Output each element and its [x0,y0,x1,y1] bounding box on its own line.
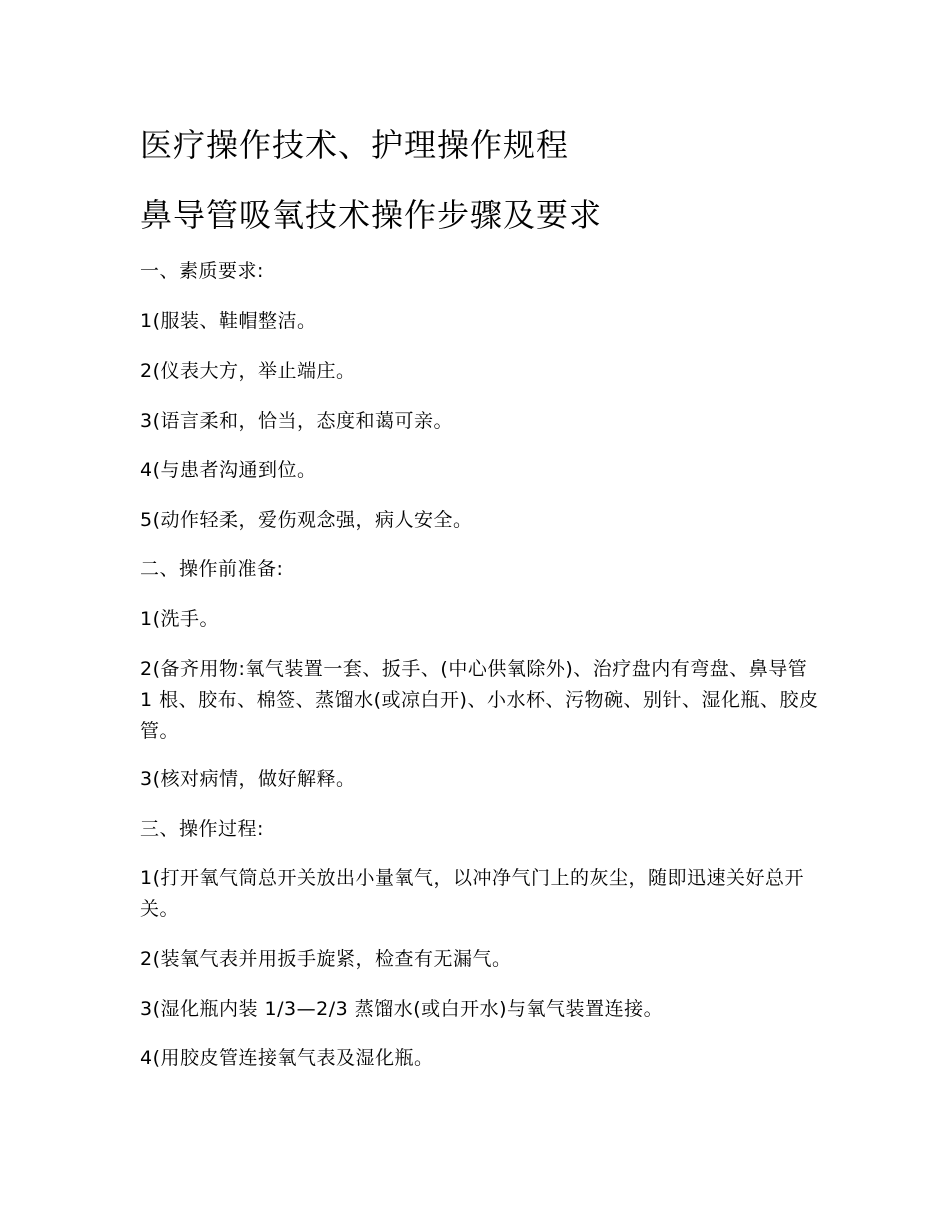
paragraph: 3(湿化瓶内装 1/3—2/3 蒸馏水(或白开水)与氧气装置连接。 [140,998,664,1020]
paragraph: 1(服装、鞋帽整洁。 [140,310,317,332]
paragraph: 2(装氧气表并用扳手旋紧，检查有无漏气。 [140,948,512,970]
paragraph: 2(仪表大方，举止端庄。 [140,360,356,382]
paragraph: 1(打开氧气筒总开关放出小量氧气，以冲净气门上的灰尘，随即迅速关好总开关。 [140,867,805,920]
paragraph: 1(洗手。 [140,608,220,630]
paragraph: 2(备齐用物:氧气装置一套、扳手、(中心供氧除外)、治疗盘内有弯盘、鼻导管 1 根、胶布、棉签、蒸馏水(或凉白开)、小水杯、污物碗、别针、湿化瓶、胶皮管。 [140,658,819,742]
paragraph: 3(核对病情，做好解释。 [140,768,356,790]
paragraph: 3(语言柔和，恰当，态度和蔼可亲。 [140,410,454,432]
section-heading-procedure: 三、操作过程: [140,818,264,840]
paragraph: 5(动作轻柔，爱伤观念强，病人安全。 [140,509,473,531]
paragraph: 4(用胶皮管连接氧气表及湿化瓶。 [140,1047,434,1069]
paragraph: 4(与患者沟通到位。 [140,459,317,481]
document-title: 医疗操作技术、护理操作规程 [140,126,570,164]
document-subtitle: 鼻导管吸氧技术操作步骤及要求 [140,196,603,234]
section-heading-preparation: 二、操作前准备: [140,558,284,580]
section-heading-quality: 一、素质要求: [140,260,264,282]
